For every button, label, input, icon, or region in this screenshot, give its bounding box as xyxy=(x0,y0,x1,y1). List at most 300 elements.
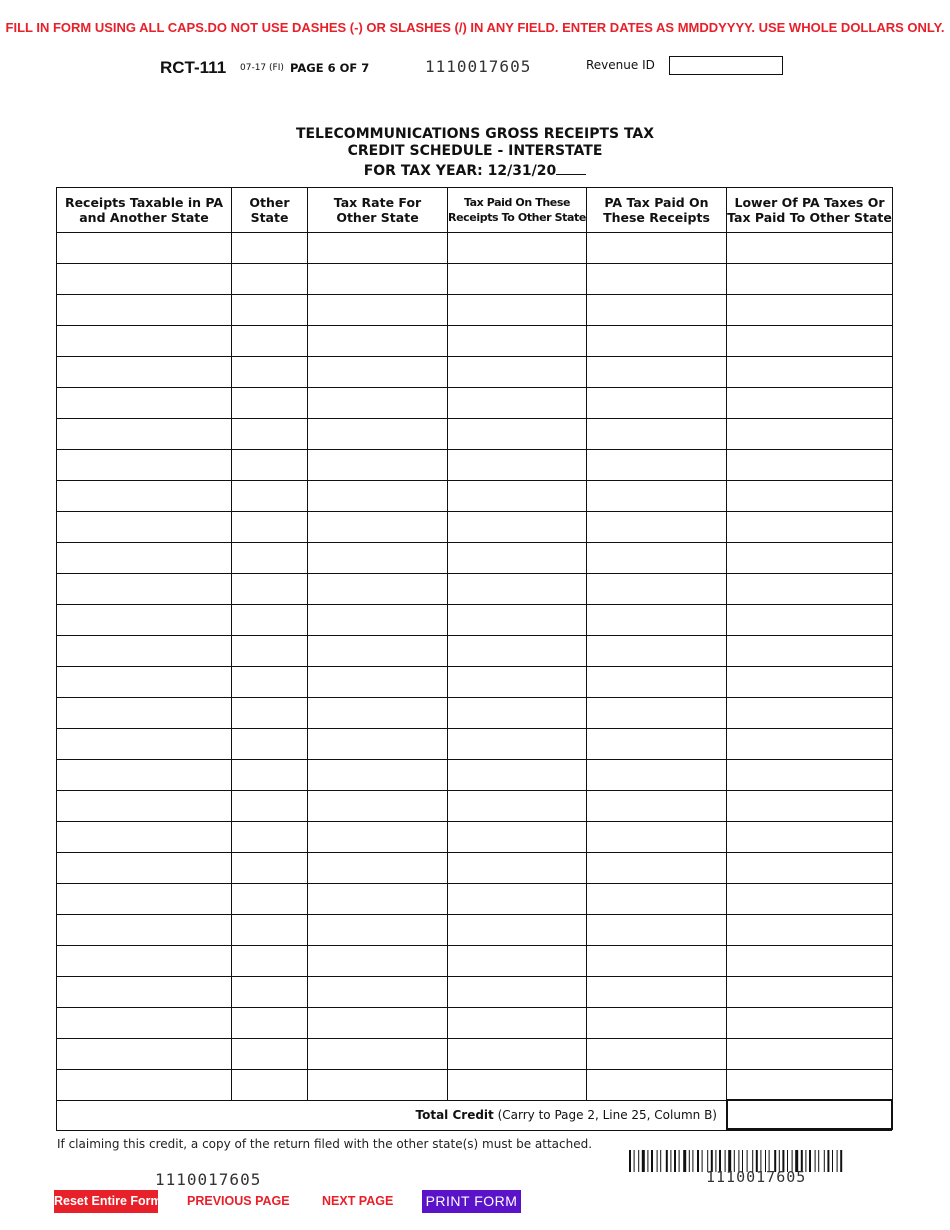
lower-of-input[interactable] xyxy=(727,791,892,821)
pa-tax-paid-input[interactable] xyxy=(587,853,726,883)
receipts-input[interactable] xyxy=(57,822,231,852)
table-cell xyxy=(57,729,232,760)
other-state-input[interactable] xyxy=(232,853,307,883)
table-cell xyxy=(232,357,308,388)
table-row xyxy=(57,233,893,264)
tax-paid-other-input[interactable] xyxy=(448,946,586,976)
tax-rate-input[interactable] xyxy=(308,388,447,418)
table-cell xyxy=(587,481,727,512)
lower-of-input[interactable] xyxy=(727,853,892,883)
table-cell xyxy=(587,357,727,388)
lower-of-input[interactable] xyxy=(727,1070,892,1100)
previous-page-button[interactable]: PREVIOUS PAGE xyxy=(187,1194,290,1208)
receipts-input[interactable] xyxy=(57,884,231,914)
table-cell xyxy=(587,822,727,853)
table-cell xyxy=(232,729,308,760)
tax-paid-other-input[interactable] xyxy=(448,326,586,356)
tax-paid-other-input[interactable] xyxy=(448,760,586,790)
lower-of-input[interactable] xyxy=(727,760,892,790)
table-cell xyxy=(448,450,587,481)
table-cell xyxy=(57,1008,232,1039)
lower-of-input[interactable] xyxy=(727,822,892,852)
lower-of-input[interactable] xyxy=(727,419,892,449)
other-state-input[interactable] xyxy=(232,295,307,325)
receipts-input[interactable] xyxy=(57,419,231,449)
table-cell xyxy=(57,264,232,295)
pa-tax-paid-input[interactable] xyxy=(587,543,726,573)
lower-of-input[interactable] xyxy=(727,1008,892,1038)
tax-rate-input[interactable] xyxy=(308,512,447,542)
tax-rate-input[interactable] xyxy=(308,357,447,387)
tax-paid-other-input[interactable] xyxy=(448,605,586,635)
table-cell xyxy=(232,233,308,264)
table-cell xyxy=(57,481,232,512)
table-cell xyxy=(308,388,448,419)
receipts-input[interactable] xyxy=(57,698,231,728)
receipts-input[interactable] xyxy=(57,233,231,263)
table-cell xyxy=(308,822,448,853)
lower-of-input[interactable] xyxy=(727,729,892,759)
lower-of-input[interactable] xyxy=(727,450,892,480)
revenue-id-label: Revenue ID xyxy=(586,58,655,72)
receipts-input[interactable] xyxy=(57,667,231,697)
tax-rate-input[interactable] xyxy=(308,1070,447,1100)
table-cell xyxy=(232,1039,308,1070)
table-row xyxy=(57,605,893,636)
table-cell xyxy=(232,822,308,853)
tax-rate-input[interactable] xyxy=(308,233,447,263)
pa-tax-paid-input[interactable] xyxy=(587,1008,726,1038)
table-cell xyxy=(308,295,448,326)
lower-of-input[interactable] xyxy=(727,946,892,976)
lower-of-input[interactable] xyxy=(727,512,892,542)
table-cell xyxy=(232,419,308,450)
table-cell xyxy=(57,977,232,1008)
tax-paid-other-input[interactable] xyxy=(448,264,586,294)
tax-paid-other-input[interactable] xyxy=(448,512,586,542)
other-state-input[interactable] xyxy=(232,667,307,697)
pa-tax-paid-input[interactable] xyxy=(587,1039,726,1069)
table-cell xyxy=(727,295,893,326)
table-cell xyxy=(727,791,893,822)
table-cell xyxy=(448,264,587,295)
tax-paid-other-input[interactable] xyxy=(448,667,586,697)
table-cell xyxy=(308,264,448,295)
table-cell xyxy=(232,698,308,729)
tax-rate-input[interactable] xyxy=(308,543,447,573)
pa-tax-paid-input[interactable] xyxy=(587,419,726,449)
table-cell xyxy=(587,977,727,1008)
table-cell xyxy=(448,853,587,884)
other-state-input[interactable] xyxy=(232,760,307,790)
table-cell xyxy=(448,512,587,543)
receipts-input[interactable] xyxy=(57,1039,231,1069)
print-form-button[interactable]: PRINT FORM xyxy=(422,1190,521,1213)
table-cell xyxy=(587,605,727,636)
table-cell xyxy=(308,977,448,1008)
lower-of-input[interactable] xyxy=(727,636,892,666)
table-cell xyxy=(587,264,727,295)
receipts-input[interactable] xyxy=(57,791,231,821)
tax-paid-other-input[interactable] xyxy=(448,636,586,666)
tax-paid-other-input[interactable] xyxy=(448,1008,586,1038)
table-cell xyxy=(232,791,308,822)
table-row xyxy=(57,760,893,791)
pa-tax-paid-input[interactable] xyxy=(587,667,726,697)
other-state-input[interactable] xyxy=(232,977,307,1007)
table-cell xyxy=(587,326,727,357)
table-cell xyxy=(727,884,893,915)
other-state-input[interactable] xyxy=(232,1039,307,1069)
other-state-input[interactable] xyxy=(232,450,307,480)
table-cell xyxy=(57,915,232,946)
pa-tax-paid-input[interactable] xyxy=(587,574,726,604)
pa-tax-paid-input[interactable] xyxy=(587,450,726,480)
table-cell xyxy=(232,543,308,574)
pa-tax-paid-input[interactable] xyxy=(587,636,726,666)
pa-tax-paid-input[interactable] xyxy=(587,295,726,325)
tax-rate-input[interactable] xyxy=(308,822,447,852)
document-code-bottom: 1110017605 xyxy=(155,1170,262,1189)
table-cell xyxy=(232,295,308,326)
pa-tax-paid-input[interactable] xyxy=(587,946,726,976)
other-state-input[interactable] xyxy=(232,636,307,666)
table-cell xyxy=(232,1008,308,1039)
receipts-input[interactable] xyxy=(57,636,231,666)
table-cell xyxy=(727,481,893,512)
lower-of-input[interactable] xyxy=(727,605,892,635)
revenue-id-input[interactable] xyxy=(669,56,783,75)
other-state-input[interactable] xyxy=(232,605,307,635)
table-row xyxy=(57,853,893,884)
other-state-input[interactable] xyxy=(232,1070,307,1100)
table-row xyxy=(57,636,893,667)
receipts-input[interactable] xyxy=(57,605,231,635)
tax-paid-other-input[interactable] xyxy=(448,233,586,263)
receipts-input[interactable] xyxy=(57,574,231,604)
table-cell xyxy=(448,1039,587,1070)
tax-paid-other-input[interactable] xyxy=(448,481,586,511)
receipts-input[interactable] xyxy=(57,853,231,883)
table-row xyxy=(57,1008,893,1039)
tax-rate-input[interactable] xyxy=(308,326,447,356)
other-state-input[interactable] xyxy=(232,264,307,294)
form-id: RCT-111 xyxy=(160,58,227,77)
table-cell xyxy=(727,543,893,574)
lower-of-input[interactable] xyxy=(727,667,892,697)
lower-of-input[interactable] xyxy=(727,357,892,387)
receipts-input[interactable] xyxy=(57,977,231,1007)
tax-paid-other-input[interactable] xyxy=(448,388,586,418)
table-cell xyxy=(308,512,448,543)
table-cell xyxy=(308,326,448,357)
lower-of-input[interactable] xyxy=(727,1039,892,1069)
lower-of-input[interactable] xyxy=(727,326,892,356)
table-row xyxy=(57,357,893,388)
tax-rate-input[interactable] xyxy=(308,791,447,821)
tax-rate-input[interactable] xyxy=(308,915,447,945)
tax-paid-other-input[interactable] xyxy=(448,357,586,387)
title-line-1: TELECOMMUNICATIONS GROSS RECEIPTS TAX xyxy=(295,126,655,142)
table-cell xyxy=(232,264,308,295)
table-cell xyxy=(727,512,893,543)
lower-of-input[interactable] xyxy=(727,915,892,945)
table-cell xyxy=(448,233,587,264)
table-cell xyxy=(727,698,893,729)
pa-tax-paid-input[interactable] xyxy=(587,977,726,1007)
tax-paid-other-input[interactable] xyxy=(448,791,586,821)
tax-rate-input[interactable] xyxy=(308,295,447,325)
schedule-title xyxy=(0,126,950,180)
other-state-input[interactable] xyxy=(232,388,307,418)
other-state-input[interactable] xyxy=(232,481,307,511)
receipts-input[interactable] xyxy=(57,450,231,480)
table-cell xyxy=(448,574,587,605)
table-cell xyxy=(727,326,893,357)
pa-tax-paid-input[interactable] xyxy=(587,791,726,821)
tax-paid-other-input[interactable] xyxy=(448,295,586,325)
table-cell xyxy=(57,698,232,729)
tax-rate-input[interactable] xyxy=(308,1039,447,1069)
lower-of-input[interactable] xyxy=(727,884,892,914)
table-cell xyxy=(308,667,448,698)
table-cell xyxy=(727,636,893,667)
pa-tax-paid-input[interactable] xyxy=(587,760,726,790)
tax-rate-input[interactable] xyxy=(308,605,447,635)
table-cell xyxy=(587,729,727,760)
pa-tax-paid-input[interactable] xyxy=(587,264,726,294)
table-cell xyxy=(727,915,893,946)
tax-paid-other-input[interactable] xyxy=(448,574,586,604)
other-state-input[interactable] xyxy=(232,698,307,728)
table-cell xyxy=(57,450,232,481)
tax-rate-input[interactable] xyxy=(308,977,447,1007)
table-cell xyxy=(727,977,893,1008)
pa-tax-paid-input[interactable] xyxy=(587,326,726,356)
table-cell xyxy=(57,636,232,667)
table-cell xyxy=(232,915,308,946)
other-state-input[interactable] xyxy=(232,915,307,945)
table-cell xyxy=(448,822,587,853)
table-cell xyxy=(727,264,893,295)
table-cell xyxy=(308,853,448,884)
table-cell xyxy=(57,419,232,450)
table-cell xyxy=(308,729,448,760)
pa-tax-paid-input[interactable] xyxy=(587,915,726,945)
other-state-input[interactable] xyxy=(232,543,307,573)
table-row xyxy=(57,822,893,853)
lower-of-input[interactable] xyxy=(727,543,892,573)
receipts-input[interactable] xyxy=(57,1008,231,1038)
other-state-input[interactable] xyxy=(232,729,307,759)
reset-form-button[interactable]: Reset Entire Form xyxy=(54,1190,158,1213)
tax-rate-input[interactable] xyxy=(308,264,447,294)
tax-rate-input[interactable] xyxy=(308,450,447,480)
attachment-footnote: If claiming this credit, a copy of the return filed with the other state(s) must be attached. xyxy=(57,1137,593,1151)
other-state-input[interactable] xyxy=(232,233,307,263)
other-state-input[interactable] xyxy=(232,884,307,914)
tax-year-blank[interactable] xyxy=(556,160,586,175)
table-cell xyxy=(587,1008,727,1039)
table-cell xyxy=(308,884,448,915)
table-cell xyxy=(587,636,727,667)
pa-tax-paid-input[interactable] xyxy=(587,481,726,511)
pa-tax-paid-input[interactable] xyxy=(587,884,726,914)
receipts-input[interactable] xyxy=(57,264,231,294)
tax-paid-other-input[interactable] xyxy=(448,450,586,480)
table-cell xyxy=(727,233,893,264)
table-cell xyxy=(587,884,727,915)
table-cell xyxy=(232,605,308,636)
receipts-input[interactable] xyxy=(57,295,231,325)
table-cell xyxy=(308,574,448,605)
col-header-other-state: Other State xyxy=(232,188,308,233)
table-cell xyxy=(308,233,448,264)
table-row xyxy=(57,915,893,946)
tax-paid-other-input[interactable] xyxy=(448,977,586,1007)
table-cell xyxy=(448,977,587,1008)
table-row xyxy=(57,388,893,419)
tax-rate-input[interactable] xyxy=(308,729,447,759)
total-credit-label: Total Credit (Carry to Page 2, Line 25, Column B) xyxy=(415,1108,717,1122)
table-row xyxy=(57,1039,893,1070)
table-cell xyxy=(308,450,448,481)
next-page-button[interactable]: NEXT PAGE xyxy=(322,1194,394,1208)
table-row xyxy=(57,264,893,295)
tax-paid-other-input[interactable] xyxy=(448,1070,586,1100)
lower-of-input[interactable] xyxy=(727,574,892,604)
other-state-input[interactable] xyxy=(232,357,307,387)
lower-of-input[interactable] xyxy=(727,264,892,294)
pa-tax-paid-input[interactable] xyxy=(587,512,726,542)
table-cell xyxy=(587,388,727,419)
table-cell xyxy=(57,884,232,915)
table-cell xyxy=(448,481,587,512)
tax-rate-input[interactable] xyxy=(308,667,447,697)
tax-paid-other-input[interactable] xyxy=(448,822,586,852)
other-state-input[interactable] xyxy=(232,791,307,821)
tax-paid-other-input[interactable] xyxy=(448,1039,586,1069)
lower-of-input[interactable] xyxy=(727,481,892,511)
tax-rate-input[interactable] xyxy=(308,419,447,449)
receipts-input[interactable] xyxy=(57,729,231,759)
table-cell xyxy=(727,729,893,760)
tax-rate-input[interactable] xyxy=(308,1008,447,1038)
pa-tax-paid-input[interactable] xyxy=(587,822,726,852)
table-cell xyxy=(308,915,448,946)
tax-paid-other-input[interactable] xyxy=(448,729,586,759)
table-cell xyxy=(587,791,727,822)
tax-rate-input[interactable] xyxy=(308,698,447,728)
other-state-input[interactable] xyxy=(232,326,307,356)
table-cell xyxy=(727,1008,893,1039)
pa-tax-paid-input[interactable] xyxy=(587,233,726,263)
pa-tax-paid-input[interactable] xyxy=(587,729,726,759)
lower-of-input[interactable] xyxy=(727,977,892,1007)
table-cell xyxy=(727,946,893,977)
receipts-input[interactable] xyxy=(57,481,231,511)
tax-paid-other-input[interactable] xyxy=(448,419,586,449)
table-cell xyxy=(587,233,727,264)
tax-rate-input[interactable] xyxy=(308,574,447,604)
tax-rate-input[interactable] xyxy=(308,884,447,914)
table-cell xyxy=(232,450,308,481)
tax-rate-input[interactable] xyxy=(308,760,447,790)
table-cell xyxy=(448,884,587,915)
table-cell xyxy=(57,388,232,419)
lower-of-input[interactable] xyxy=(727,698,892,728)
receipts-input[interactable] xyxy=(57,326,231,356)
tax-paid-other-input[interactable] xyxy=(448,915,586,945)
receipts-input[interactable] xyxy=(57,1070,231,1100)
tax-rate-input[interactable] xyxy=(308,853,447,883)
tax-rate-input[interactable] xyxy=(308,946,447,976)
lower-of-input[interactable] xyxy=(727,295,892,325)
table-row xyxy=(57,543,893,574)
pa-tax-paid-input[interactable] xyxy=(587,605,726,635)
pa-tax-paid-input[interactable] xyxy=(587,1070,726,1100)
total-credit-input[interactable] xyxy=(726,1099,893,1130)
other-state-input[interactable] xyxy=(232,512,307,542)
table-cell xyxy=(587,1039,727,1070)
table-cell xyxy=(57,326,232,357)
table-row xyxy=(57,326,893,357)
other-state-input[interactable] xyxy=(232,822,307,852)
lower-of-input[interactable] xyxy=(727,233,892,263)
receipts-input[interactable] xyxy=(57,543,231,573)
col-header-receipts: Receipts Taxable in PA and Another State xyxy=(57,188,232,233)
table-cell xyxy=(308,481,448,512)
table-cell xyxy=(308,791,448,822)
table-cell xyxy=(587,1070,727,1101)
pa-tax-paid-input[interactable] xyxy=(587,357,726,387)
table-cell xyxy=(587,915,727,946)
other-state-input[interactable] xyxy=(232,419,307,449)
tax-paid-other-input[interactable] xyxy=(448,884,586,914)
tax-paid-other-input[interactable] xyxy=(448,543,586,573)
receipts-input[interactable] xyxy=(57,915,231,945)
col-header-tax-paid-other: Tax Paid On These Receipts To Other State xyxy=(448,188,587,233)
receipts-input[interactable] xyxy=(57,388,231,418)
tax-rate-input[interactable] xyxy=(308,636,447,666)
table-cell xyxy=(727,822,893,853)
receipts-input[interactable] xyxy=(57,512,231,542)
receipts-input[interactable] xyxy=(57,760,231,790)
receipts-input[interactable] xyxy=(57,946,231,976)
tax-rate-input[interactable] xyxy=(308,481,447,511)
table-cell xyxy=(57,946,232,977)
table-row xyxy=(57,884,893,915)
table-cell xyxy=(308,698,448,729)
table-cell xyxy=(57,853,232,884)
table-cell xyxy=(448,760,587,791)
lower-of-input[interactable] xyxy=(727,388,892,418)
pa-tax-paid-input[interactable] xyxy=(587,388,726,418)
document-code-top: 1110017605 xyxy=(425,57,532,76)
table-cell xyxy=(587,698,727,729)
table-cell xyxy=(57,357,232,388)
other-state-input[interactable] xyxy=(232,1008,307,1038)
table-cell xyxy=(232,512,308,543)
receipts-input[interactable] xyxy=(57,357,231,387)
tax-paid-other-input[interactable] xyxy=(448,698,586,728)
other-state-input[interactable] xyxy=(232,574,307,604)
tax-paid-other-input[interactable] xyxy=(448,853,586,883)
pa-tax-paid-input[interactable] xyxy=(587,698,726,728)
table-cell xyxy=(57,667,232,698)
table-cell xyxy=(232,481,308,512)
other-state-input[interactable] xyxy=(232,946,307,976)
